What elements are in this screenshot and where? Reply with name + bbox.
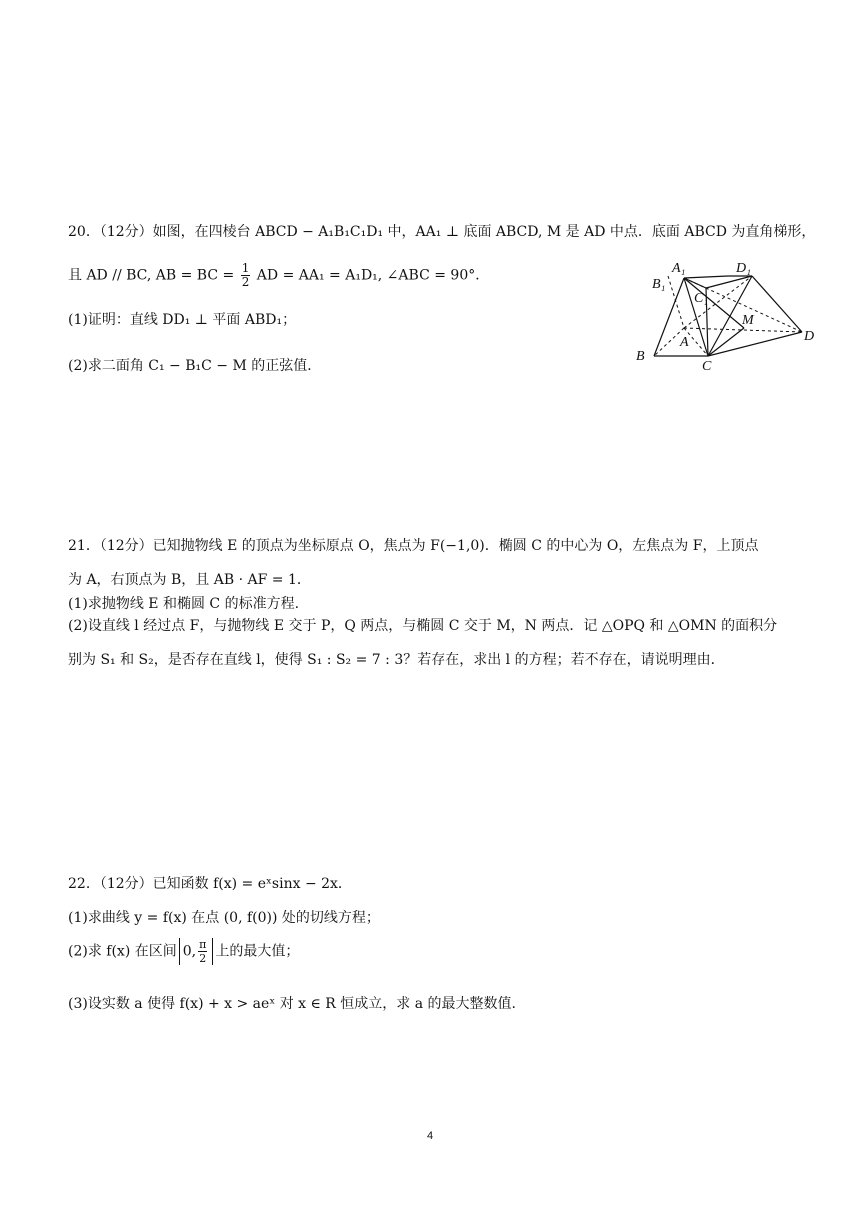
q20-fraction-numerator: 1 bbox=[241, 261, 250, 275]
q20-part2: (2)求二面角 C₁ − B₁C − M 的正弦值． bbox=[68, 358, 322, 374]
label-D: D bbox=[804, 329, 815, 344]
q20-condition-post: AD = AA₁ = A₁D₁, ∠ABC = 90°． bbox=[252, 267, 490, 284]
label-C: C bbox=[702, 359, 712, 374]
q22-stem: 22．（12分）已知函数 f(x) = eˣsinx − 2x． bbox=[68, 876, 352, 892]
q21-part1: (1)求抛物线 E 和椭圆 C 的标准方程. bbox=[68, 596, 300, 612]
q21-condition: 为 A，右顶点为 B，且 AB · AF = 1． bbox=[68, 572, 311, 588]
label-A1: A₁ bbox=[672, 261, 686, 276]
q21-part2: (2)设直线 l 经过点 F，与抛物线 E 交于 P，Q 两点，与椭圆 C 交于 M，N 两点．记 △OPQ 和 △OMN 的面积分 bbox=[68, 618, 778, 634]
q21-stem: 21．（12分）已知抛物线 E 的顶点为坐标原点 O，焦点为 F(−1,0)．椭圆 C 的中心为 O，左焦点为 F，上顶点 bbox=[68, 538, 759, 554]
q22-part2 bbox=[68, 938, 299, 965]
q20-condition bbox=[68, 262, 489, 289]
q20-stem: 20．（12分）如图，在四棱台 ABCD − A₁B₁C₁D₁ 中，AA₁ ⊥ 底面 ABCD, M 是 AD 中点．底面 ABCD 为直角梯形， bbox=[68, 224, 816, 240]
q22-fraction-denominator: 2 bbox=[199, 952, 207, 965]
q22-interval bbox=[179, 938, 214, 965]
frustum-figure bbox=[632, 258, 822, 374]
label-B: B bbox=[636, 349, 645, 364]
label-C1: C₁ bbox=[694, 291, 709, 306]
label-D1: D₁ bbox=[736, 261, 751, 276]
q20-fraction-denominator: 2 bbox=[241, 275, 250, 289]
label-M: M bbox=[742, 313, 754, 328]
q21-part2-continued: 别为 S₁ 和 S₂，是否存在直线 l，使得 S₁ : S₂ = 7 : 3？若存在，求出 l 的方程；若不存在，请说明理由． bbox=[68, 652, 725, 668]
q22-interval-fraction bbox=[198, 938, 207, 965]
page-number: 4 bbox=[426, 1130, 434, 1142]
q22-interval-start: 0, bbox=[182, 943, 197, 960]
q22-part3: (3)设实数 a 使得 f(x) + x > aeˣ 对 x ∈ R 恒成立，求 a 的最大整数值. bbox=[68, 996, 516, 1012]
q22-part2-pre: (2)求 f(x) 在区间 bbox=[68, 943, 177, 960]
q22-fraction-numerator: π bbox=[199, 938, 207, 951]
label-A: A bbox=[680, 335, 689, 350]
q20-fraction bbox=[241, 262, 251, 289]
q22-part2-post: 上的最大值； bbox=[215, 943, 300, 960]
q20-part1: (1)证明：直线 DD₁ ⊥ 平面 ABD₁； bbox=[68, 312, 297, 328]
label-B1: B₁ bbox=[652, 277, 666, 292]
q22-part1: (1)求曲线 y = f(x) 在点 (0, f(0)) 处的切线方程； bbox=[68, 910, 380, 926]
q20-condition-pre: 且 AD // BC, AB = BC = bbox=[68, 267, 239, 284]
